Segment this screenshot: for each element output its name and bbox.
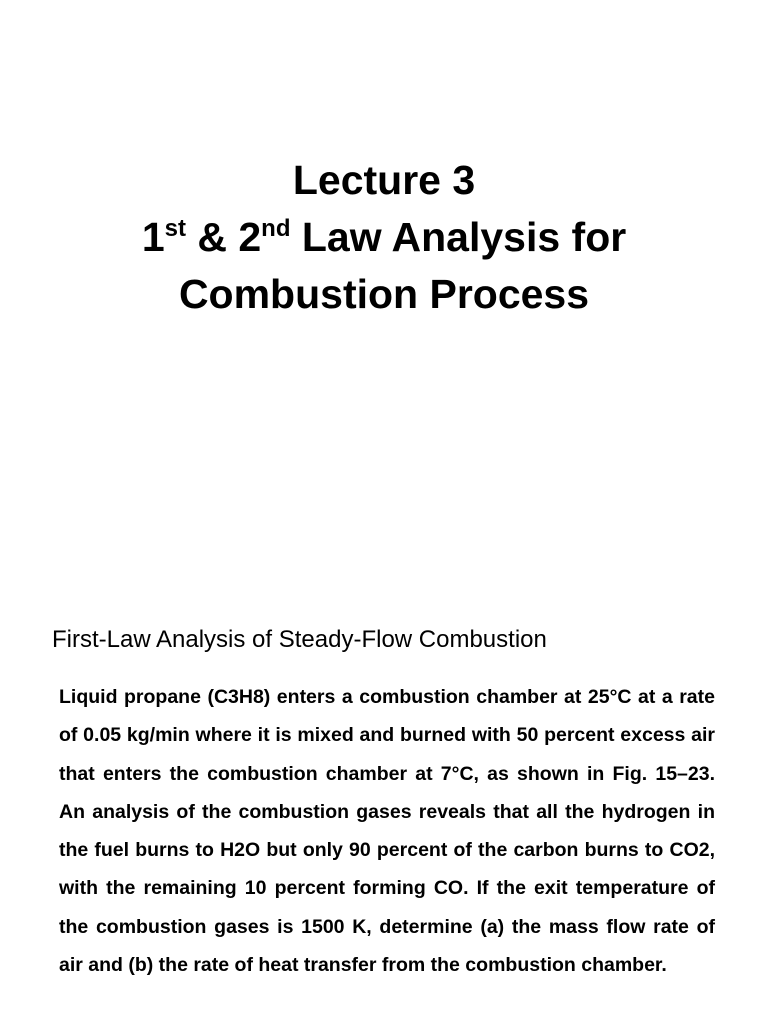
title-line-lecture: Lecture 3 [292, 157, 476, 203]
section-heading: First-Law Analysis of Steady-Flow Combustion [52, 626, 547, 653]
first-ordinal-suffix: st [164, 215, 186, 242]
law-analysis-text: Law Analysis for [290, 214, 627, 260]
title-line-laws [0, 209, 768, 266]
problem-statement: Liquid propane (C3H8) enters a combustion chamber at 25°C at a rate of 0.05 kg/min where it is mixed and burned with 50 percent excess air that enters the combustion chamber at 7°C, as shown in Fig. 15–23. An analysis of the combustion gases reveals that all the hydrogen in the fuel burns to H2O but only 90 percent of the carbon burns to CO2, with the remaining 10 percent forming CO. If the exit temperature of the combustion gases is 1500 K, determine (a) the mass flow rate of air and (b) the rate of heat transfer from the combustion chamber. [59, 686, 715, 977]
and-second-number: & 2 [185, 214, 262, 260]
first-number: 1 [141, 214, 165, 260]
title-line-combustion: Combustion Process [178, 271, 590, 317]
second-ordinal-suffix: nd [261, 215, 291, 242]
lecture-title [0, 152, 768, 323]
